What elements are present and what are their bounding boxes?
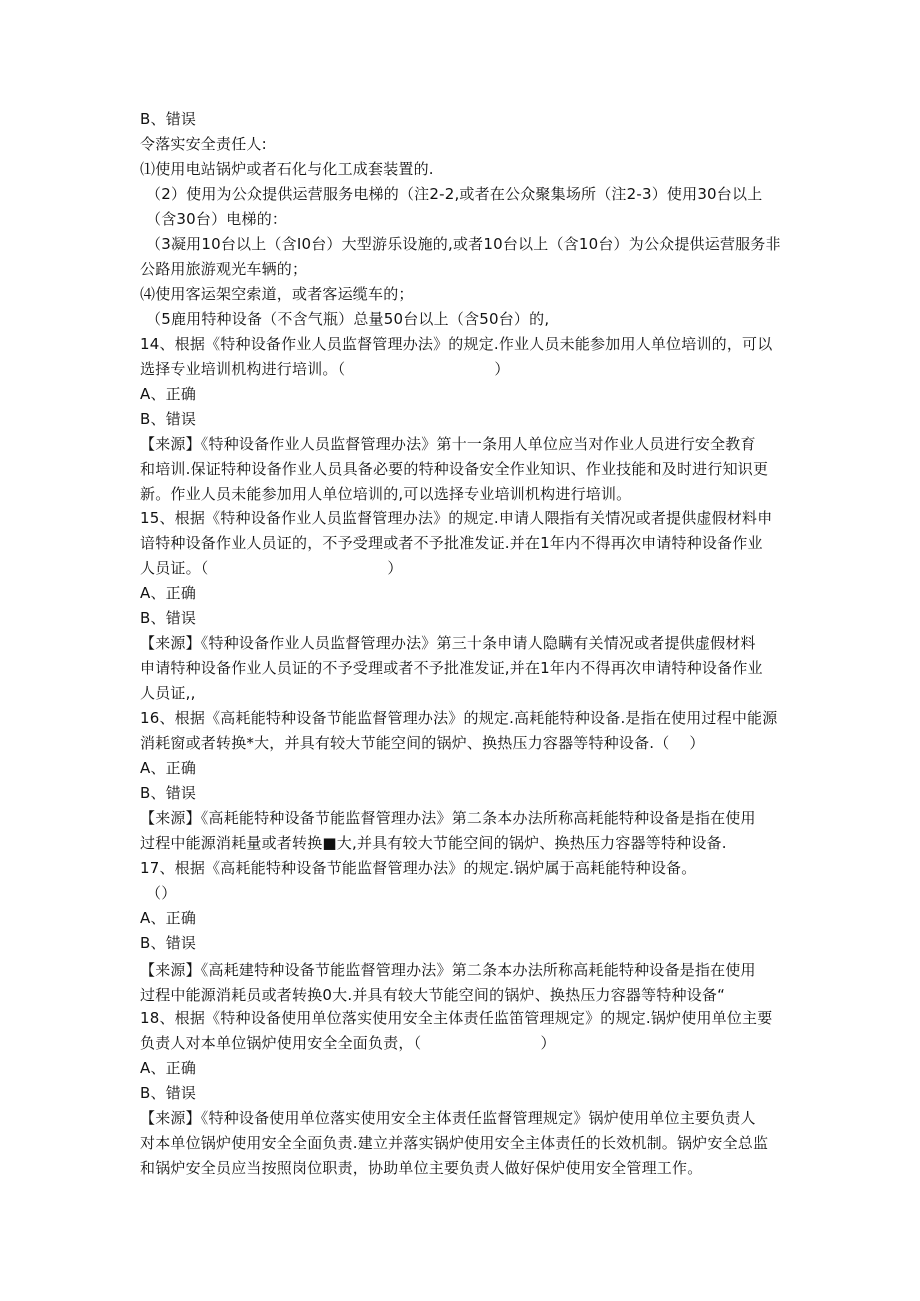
list-item-4: ⑷使用客运架空索道，或者客运缆车的； — [140, 285, 414, 303]
question-18: 18、根据《特种设备使用单位落实使用安全主体责任监笛管理规定》的规定.锅炉使用单位主要 — [140, 1009, 773, 1027]
answer-option-a: A、正确 — [140, 385, 197, 403]
answer-option-b: B、错误 — [140, 934, 197, 952]
list-item-3-cont: 公路用旅游观光车辆的； — [140, 260, 308, 278]
list-item-2: （2）使用为公众提供运营服务电梯的（注2-2,或者在公众聚集场所（注2-3）使用30台以上 — [146, 185, 763, 203]
source-18: 【来源】《特种设备使用单位落实使用安全主体责任监督管理规定》锅炉使用单位主要负责人 — [140, 1109, 756, 1127]
source-18-cont: 和锅炉安全员应当按照岗位职责，协助单位主要负责人做好保炉使用安全管理工作。 — [140, 1159, 703, 1177]
question-15-cont: 人员证。（ ） — [140, 559, 403, 577]
source-16: 【来源】《高耗能特种设备节能监督管理办法》第二条本办法所称高耗能特种设备是指在使用 — [140, 809, 756, 827]
source-16-cont: 过程中能源消耗量或者转换■大,并具有较大节能空间的锅炉、换热压力容器等特种设备. — [140, 834, 727, 852]
question-17: 17、根据《高耗能特种设备节能监督管理办法》的规定.锅炉属于高耗能特种设备。 — [140, 859, 697, 877]
source-17: 【来源】《高耗建特种设备节能监督管理办法》第二条本办法所称高耗能特种设备是指在使用 — [140, 961, 756, 979]
list-item-2-cont: （含30台）电梯的： — [146, 210, 288, 228]
question-14: 14、根据《特种设备作业人员监督管理办法》的规定.作业人员未能参加用人单位培训的，可以 — [140, 335, 773, 353]
list-item-1: ⑴使用电站锅炉或者石化与化工成套装置的. — [140, 160, 434, 178]
answer-option-b: B、错误 — [140, 110, 197, 128]
source-15-cont: 申请特种设备作业人员证的不予受理或者不予批准发证,并在1年内不得再次申请特种设备作业 — [140, 659, 763, 677]
question-18-cont: 负责人对本单位锅炉使用安全全面负责，（ ） — [140, 1034, 556, 1052]
question-15-cont: 谙特种设备作业人员证的，不予受理或者不予批准发证.并在1年内不得再次申请特种设备作业 — [140, 534, 763, 552]
answer-option-b: B、错误 — [140, 1084, 197, 1102]
paragraph-line: 令落实安全责任人: — [140, 135, 267, 153]
source-14-cont: 和培训.保证特种设备作业人员具备必要的特种设备安全作业知识、作业技能和及时进行知识更 — [140, 460, 769, 478]
source-15: 【来源】《特种设备作业人员监督管理办法》第三十条申请人隐瞒有关情况或者提供虚假材料 — [140, 634, 756, 652]
answer-option-b: B、错误 — [140, 609, 197, 627]
list-item-5: （5鹿用特种设备（不含气瓶）总量50台以上（含50台）的, — [146, 310, 550, 328]
answer-option-a: A、正确 — [140, 1059, 197, 1077]
question-14-cont: 选择专业培训机构进行培训。（ ） — [140, 360, 510, 378]
answer-option-b: B、错误 — [140, 410, 197, 428]
answer-option-a: A、正确 — [140, 584, 197, 602]
answer-option-a: A、正确 — [140, 759, 197, 777]
answer-option-b: B、错误 — [140, 784, 197, 802]
source-17-cont: 过程中能源消耗员或者转换0大.并具有较大节能空间的锅炉、换热压力容器等特种设备“ — [140, 986, 726, 1004]
source-14: 【来源】《特种设备作业人员监督管理办法》第十一条用人单位应当对作业人员进行安全教育 — [140, 435, 756, 453]
question-16: 16、根据《高耗能特种设备节能监督管理办法》的规定.高耗能特种设备.是指在使用过程中能源 — [140, 709, 778, 727]
source-14-cont: 新。作业人员未能参加用人单位培训的,可以选择专业培训机构进行培训。 — [140, 485, 632, 503]
source-15-cont: 人员证,, — [140, 684, 196, 702]
question-15: 15、根据《特种设备作业人员监督管理办法》的规定.申请人隈指有关情况或者提供虚假材料申 — [140, 509, 773, 527]
question-16-cont: 消耗窗或者转换*大，并具有较大节能空间的锅炉、换热压力容器等特种设备.（ ） — [140, 734, 705, 752]
list-item-3: （3凝用10台以上（含I0台）大型游乐设施的,或者10台以上（含10台）为公众提供运营服务非 — [146, 235, 781, 253]
source-18-cont: 对本单位锅炉使用安全全面负责.建立并落实锅炉使用安全主体责任的长效机制。锅炉安全总监 — [140, 1134, 769, 1152]
question-17-cont: （） — [146, 884, 177, 902]
answer-option-a: A、正确 — [140, 909, 197, 927]
